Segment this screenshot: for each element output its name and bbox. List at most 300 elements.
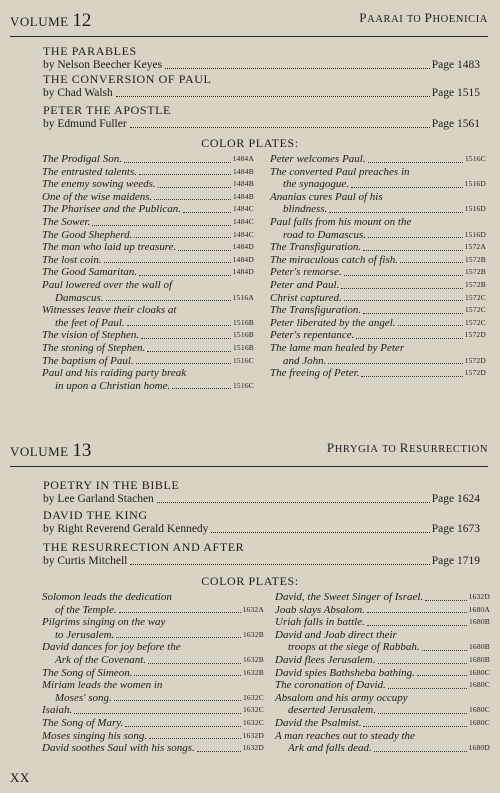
plate-caption-line xyxy=(275,679,490,692)
dot-leader xyxy=(328,363,462,364)
range-end-initial: R xyxy=(399,440,410,455)
color-plate-entry[interactable] xyxy=(42,178,254,191)
plate-caption-line xyxy=(42,704,264,717)
article-title: THE PARABLES xyxy=(43,44,137,58)
color-plate-entry[interactable] xyxy=(270,342,486,367)
plate-number: 1572B xyxy=(464,254,486,264)
dot-leader xyxy=(367,625,467,626)
plate-caption-line xyxy=(42,292,254,305)
volume-12-rule xyxy=(10,36,488,37)
plate-caption: David and Joab direct their xyxy=(275,628,397,641)
plate-caption: Miriam leads the women in xyxy=(42,679,163,692)
plate-caption-line xyxy=(270,166,486,179)
dot-leader xyxy=(417,675,467,676)
plate-caption-line xyxy=(42,254,254,267)
plate-caption: Paul falls from his mount on the xyxy=(270,215,412,228)
color-plate-entry[interactable] xyxy=(270,266,486,279)
plate-caption: David the Psalmist. xyxy=(275,716,362,729)
article-entry[interactable] xyxy=(43,103,480,131)
dot-leader xyxy=(378,663,467,664)
article-entry[interactable] xyxy=(43,72,480,100)
article-author-line xyxy=(43,522,480,536)
range-to: TO xyxy=(407,14,421,25)
plate-caption-line xyxy=(42,742,264,755)
plate-caption: deserted Jerusalem. xyxy=(288,704,376,717)
color-plate-entry[interactable] xyxy=(42,367,254,392)
color-plate-entry[interactable] xyxy=(42,229,254,242)
plate-number: 1632D xyxy=(468,592,490,601)
color-plate-entry[interactable] xyxy=(42,216,254,229)
color-plates-right-column xyxy=(275,591,490,755)
plate-caption: The baptism of Paul. xyxy=(42,354,134,367)
plate-caption-line xyxy=(42,641,264,654)
plate-number: 1632B xyxy=(242,667,264,677)
plate-caption-line xyxy=(42,692,264,705)
plate-caption: The Good Samaritan. xyxy=(42,266,138,279)
plate-caption-line xyxy=(275,616,490,629)
plate-caption-line xyxy=(42,191,254,204)
plate-caption: Damascus. xyxy=(55,291,104,304)
plate-number: 1632D xyxy=(242,743,264,753)
dot-leader xyxy=(388,688,467,689)
volume-13-header xyxy=(0,438,500,460)
plate-caption-line xyxy=(270,317,486,330)
plate-number: 1680C xyxy=(468,680,490,690)
plate-caption-line xyxy=(42,203,254,216)
volume-number: 13 xyxy=(72,440,92,461)
plate-caption-line xyxy=(42,229,254,242)
plate-caption-line xyxy=(270,367,486,380)
color-plate-entry[interactable] xyxy=(42,717,264,730)
color-plate-entry[interactable] xyxy=(42,241,254,254)
color-plate-entry[interactable] xyxy=(42,203,254,216)
plate-caption-line xyxy=(270,203,486,216)
color-plate-entry[interactable] xyxy=(42,191,254,204)
plate-caption-line xyxy=(42,266,254,279)
color-plate-entry[interactable] xyxy=(275,679,490,692)
plate-caption-line xyxy=(270,279,486,292)
volume-13-rule xyxy=(10,466,488,467)
plate-caption: Uriah falls in battle. xyxy=(275,616,365,629)
range-end-initial: P xyxy=(424,10,433,25)
plate-number: 1680C xyxy=(468,717,490,727)
plate-caption-line xyxy=(42,329,254,342)
color-plate-entry[interactable] xyxy=(270,216,486,241)
plate-caption-line xyxy=(270,329,486,342)
dot-leader xyxy=(134,237,231,238)
dot-leader xyxy=(134,675,241,676)
plate-caption: David dances for joy before the xyxy=(42,641,181,654)
plate-caption-line xyxy=(275,667,490,680)
dot-leader xyxy=(130,564,429,565)
color-plates-left-column xyxy=(42,591,264,755)
dot-leader xyxy=(374,751,467,752)
plate-caption-line xyxy=(270,266,486,279)
color-plate-entry[interactable] xyxy=(275,717,490,730)
plate-caption: the feet of Paul. xyxy=(55,316,125,329)
plate-caption: Witnesses leave their cloaks at xyxy=(42,304,177,317)
article-entry[interactable] xyxy=(43,540,480,568)
plate-caption: Christ captured. xyxy=(270,291,342,304)
range-start-rest: AARAI xyxy=(367,14,404,25)
range-end-rest: HOENICIA xyxy=(432,14,488,25)
dot-leader xyxy=(136,363,231,364)
plate-caption: Ark of the Covenant. xyxy=(55,653,147,666)
color-plate-entry[interactable] xyxy=(270,317,486,330)
article-author-line xyxy=(43,554,480,568)
plate-caption: in upon a Christian home. xyxy=(55,379,171,392)
color-plate-entry[interactable] xyxy=(42,153,254,166)
volume-12-header xyxy=(0,8,500,30)
plate-caption-line xyxy=(42,317,254,330)
plate-caption: The converted Paul preaches in xyxy=(270,165,410,178)
plate-number: 1680C xyxy=(468,667,490,677)
color-plates-heading: COLOR PLATES: xyxy=(201,574,299,588)
dot-leader xyxy=(92,225,231,226)
plate-caption-line xyxy=(42,591,264,604)
dot-leader xyxy=(104,262,231,263)
dot-leader xyxy=(74,713,241,714)
article-page: Page 1561 xyxy=(431,118,480,130)
color-plate-entry[interactable] xyxy=(42,166,254,179)
plate-number: 1572D xyxy=(464,355,486,365)
color-plate-entry[interactable] xyxy=(275,604,490,617)
plate-caption-line xyxy=(275,717,490,730)
color-plates-right-column xyxy=(270,153,486,380)
dot-leader xyxy=(154,199,231,200)
article-page: Page 1673 xyxy=(431,523,480,535)
plate-caption-line xyxy=(270,153,486,166)
dot-leader xyxy=(124,162,231,163)
volume-word: VOLUME xyxy=(10,444,69,459)
plate-number: 1632C xyxy=(242,717,264,727)
plate-caption: The vision of Stephen. xyxy=(42,329,140,342)
plate-caption-line xyxy=(42,679,264,692)
plate-caption-line xyxy=(42,178,254,191)
plate-caption: the synagogue. xyxy=(283,178,349,191)
plate-caption: Absalom and his army occupy xyxy=(275,691,408,704)
plate-number: 1516B xyxy=(232,317,254,327)
color-plate-entry[interactable] xyxy=(270,166,486,191)
plate-caption: to Jerusalem. xyxy=(55,628,115,641)
plate-caption: The stoning of Stephen. xyxy=(42,341,146,354)
dot-leader xyxy=(183,212,231,213)
color-plate-entry[interactable] xyxy=(42,667,264,680)
article-title: THE CONVERSION OF PAUL xyxy=(43,72,212,86)
dot-leader xyxy=(422,650,467,651)
plate-number: 1632C xyxy=(242,705,264,715)
dot-leader xyxy=(141,338,231,339)
plate-number: 1484D xyxy=(232,267,254,277)
dot-leader xyxy=(329,212,462,213)
color-plate-entry[interactable] xyxy=(42,342,254,355)
plate-caption-line xyxy=(42,279,254,292)
dot-leader xyxy=(341,288,463,289)
plate-number: 1632A xyxy=(242,604,264,614)
plate-number: 1516C xyxy=(464,154,486,163)
plate-caption-line xyxy=(270,304,486,317)
color-plate-entry[interactable] xyxy=(275,591,490,604)
dot-leader xyxy=(344,275,463,276)
color-plate-entry[interactable] xyxy=(42,641,264,666)
plate-caption: troops at the siege of Rabbah. xyxy=(288,641,420,654)
color-plate-entry[interactable] xyxy=(42,730,264,743)
plate-caption: The Transfiguration. xyxy=(270,304,362,317)
color-plate-entry[interactable] xyxy=(42,254,254,267)
dot-leader xyxy=(363,250,463,251)
color-plate-entry[interactable] xyxy=(270,241,486,254)
color-plates-heading: COLOR PLATES: xyxy=(201,136,299,150)
color-plate-entry[interactable] xyxy=(42,329,254,342)
color-plate-entry[interactable] xyxy=(270,367,486,380)
plate-number: 1632B xyxy=(242,654,264,664)
page-number: XX xyxy=(10,770,30,785)
dot-leader xyxy=(165,68,430,69)
plate-number: 1516C xyxy=(232,355,254,365)
plate-caption: The Transfiguration. xyxy=(270,241,362,254)
plate-caption-line xyxy=(270,191,486,204)
plate-caption-line xyxy=(42,342,254,355)
plate-caption: Paul lowered over the wall of xyxy=(42,278,173,291)
plate-number: 1516B xyxy=(232,342,254,352)
plate-number: 1516B xyxy=(232,330,254,340)
plate-number: 1484C xyxy=(232,204,254,214)
article-author-line xyxy=(43,492,480,506)
color-plate-entry[interactable] xyxy=(270,279,486,292)
plate-caption: The Prodigal Son. xyxy=(42,153,122,165)
color-plate-entry[interactable] xyxy=(42,742,264,755)
plate-number: 1516C xyxy=(232,380,254,390)
plate-caption-line xyxy=(270,355,486,368)
plate-caption: Ark and falls dead. xyxy=(288,742,372,755)
plate-number: 1680C xyxy=(468,705,490,715)
article-title: PETER THE APOSTLE xyxy=(43,103,171,117)
dot-leader xyxy=(363,313,463,314)
plate-caption: Peter's repentance. xyxy=(270,329,355,342)
color-plate-entry[interactable] xyxy=(275,730,490,755)
color-plate-entry[interactable] xyxy=(270,254,486,267)
dot-leader xyxy=(361,376,462,377)
range-start-initial: P xyxy=(326,440,335,455)
article-author-line xyxy=(43,117,480,131)
dot-leader xyxy=(127,325,231,326)
article-page: Page 1719 xyxy=(431,555,480,567)
plate-caption: The enemy sowing weeds. xyxy=(42,178,156,191)
dot-leader xyxy=(148,663,241,664)
plate-number: 1680B xyxy=(468,654,490,664)
article-author: by Edmund Fuller xyxy=(43,118,127,130)
plate-number: 1516A xyxy=(232,292,254,302)
plate-caption-line xyxy=(42,367,254,380)
plate-caption-line xyxy=(42,667,264,680)
color-plate-entry[interactable] xyxy=(275,616,490,629)
dot-leader xyxy=(106,300,231,301)
plate-caption: The entrusted talents. xyxy=(42,165,138,178)
plate-number: 1484B xyxy=(232,191,254,201)
article-page: Page 1515 xyxy=(431,87,480,99)
plate-caption: The Sower. xyxy=(42,215,91,228)
range-start-rest: HRYGIA xyxy=(334,444,379,455)
color-plate-entry[interactable] xyxy=(275,654,490,667)
plate-caption-line xyxy=(42,730,264,743)
plate-caption-line xyxy=(275,604,490,617)
plate-caption: Moses' song. xyxy=(55,691,112,704)
dot-leader xyxy=(197,751,241,752)
plate-caption: A man reaches out to steady the xyxy=(275,729,415,742)
plate-caption: Joab slays Absalom. xyxy=(275,603,365,616)
plate-caption: Peter liberated by the angel. xyxy=(270,316,396,329)
plate-caption-line xyxy=(270,241,486,254)
plate-number: 1484D xyxy=(232,254,254,264)
plate-number: 1680D xyxy=(468,743,490,753)
volume-number: 12 xyxy=(72,10,92,31)
plate-number: 1572C xyxy=(464,292,486,302)
color-plate-entry[interactable] xyxy=(42,304,254,329)
dot-leader xyxy=(211,532,429,533)
color-plate-entry[interactable] xyxy=(270,292,486,305)
color-plate-entry[interactable] xyxy=(275,629,490,654)
dot-leader xyxy=(158,187,231,188)
dot-leader xyxy=(368,237,463,238)
plate-caption: The coronation of David. xyxy=(275,679,386,692)
plate-caption-line xyxy=(275,654,490,667)
plate-caption-line xyxy=(42,604,264,617)
plate-caption: Moses singing his song. xyxy=(42,729,148,742)
plate-caption-line xyxy=(275,641,490,654)
article-title: THE RESURRECTION AND AFTER xyxy=(43,540,245,554)
color-plate-entry[interactable] xyxy=(270,153,486,166)
plate-caption: The freeing of Peter. xyxy=(270,367,360,380)
plate-caption: of the Temple. xyxy=(55,603,117,616)
article-entry[interactable] xyxy=(43,508,480,536)
article-author: by Curtis Mitchell xyxy=(43,555,128,567)
article-entry[interactable] xyxy=(43,478,480,506)
plate-number: 1632D xyxy=(242,730,264,740)
plate-caption-line xyxy=(42,166,254,179)
range-to: TO xyxy=(382,444,397,455)
plate-caption: The Song of Mary. xyxy=(42,716,124,729)
color-plate-entry[interactable] xyxy=(275,667,490,680)
plate-caption-line xyxy=(270,292,486,305)
plate-caption: Paul and his raiding party break xyxy=(42,367,187,380)
plate-caption: Pilgrims singing on the way xyxy=(42,616,166,629)
plate-number: 1572D xyxy=(464,330,486,340)
plate-caption: Ananias cures Paul of his xyxy=(270,190,383,203)
plate-caption: The miraculous catch of fish. xyxy=(270,253,399,266)
range-start-initial: P xyxy=(359,10,368,25)
plate-number: 1484A xyxy=(232,154,254,163)
plate-number: 1484C xyxy=(232,216,254,226)
article-author-line xyxy=(43,58,480,72)
article-entry[interactable] xyxy=(43,44,480,72)
volume-range xyxy=(359,10,488,26)
color-plate-entry[interactable] xyxy=(270,191,486,216)
plate-caption: The man who laid up treasure. xyxy=(42,241,177,254)
color-plate-entry[interactable] xyxy=(270,304,486,317)
article-author-line xyxy=(43,86,480,100)
volume-word: VOLUME xyxy=(10,14,69,29)
plate-number: 1632C xyxy=(242,692,264,702)
color-plate-entry[interactable] xyxy=(42,679,264,704)
color-plate-entry[interactable] xyxy=(42,266,254,279)
dot-leader xyxy=(400,262,463,263)
plate-caption-line xyxy=(42,241,254,254)
dot-leader xyxy=(425,600,466,601)
dot-leader xyxy=(125,726,241,727)
dot-leader xyxy=(356,338,462,339)
plate-caption-line xyxy=(42,629,264,642)
dot-leader xyxy=(344,300,463,301)
color-plate-entry[interactable] xyxy=(42,279,254,304)
dot-leader xyxy=(368,162,463,163)
article-page: Page 1624 xyxy=(431,493,480,505)
plate-caption: Peter's remorse. xyxy=(270,266,342,279)
plate-number: 1484D xyxy=(232,242,254,252)
color-plate-entry[interactable] xyxy=(270,329,486,342)
plate-caption-line xyxy=(275,591,490,604)
plate-caption-line xyxy=(275,692,490,705)
dot-leader xyxy=(351,187,463,188)
plate-caption: The Song of Simeon. xyxy=(42,666,133,679)
dot-leader xyxy=(363,726,467,727)
plate-number: 1632B xyxy=(242,629,264,639)
plate-caption-line xyxy=(275,742,490,755)
dot-leader xyxy=(139,174,231,175)
article-author: by Chad Walsh xyxy=(43,87,113,99)
plate-number: 1484C xyxy=(232,229,254,239)
color-plate-entry[interactable] xyxy=(275,692,490,717)
dot-leader xyxy=(157,502,430,503)
plate-number: 1680B xyxy=(468,642,490,652)
dot-leader xyxy=(119,612,241,613)
plate-number: 1516D xyxy=(464,179,486,189)
plate-caption: Solomon leads the dedication xyxy=(42,591,172,603)
plate-number: 1484B xyxy=(232,179,254,189)
article-page: Page 1483 xyxy=(431,59,480,71)
plate-caption-line xyxy=(42,304,254,317)
plate-caption: blindness. xyxy=(283,203,328,216)
dot-leader xyxy=(130,127,430,128)
plate-number: 1484B xyxy=(232,166,254,176)
plate-number: 1572A xyxy=(464,242,486,252)
dot-leader xyxy=(114,700,241,701)
dot-leader xyxy=(178,250,230,251)
color-plate-entry[interactable] xyxy=(42,704,264,717)
color-plate-entry[interactable] xyxy=(42,616,264,641)
article-title: DAVID THE KING xyxy=(43,508,148,522)
color-plate-entry[interactable] xyxy=(42,591,264,616)
plate-caption-line xyxy=(275,704,490,717)
plate-caption-line xyxy=(270,216,486,229)
plate-caption: The Good Shepherd. xyxy=(42,228,133,241)
plate-number: 1516D xyxy=(464,204,486,214)
plate-caption: road to Damascus. xyxy=(283,228,367,241)
plate-caption: Isaiah. xyxy=(42,704,73,717)
color-plate-entry[interactable] xyxy=(42,355,254,368)
plate-caption: David flees Jerusalem. xyxy=(275,653,376,666)
plate-caption-line xyxy=(270,342,486,355)
volume-range xyxy=(327,440,488,456)
plate-caption: David spies Bathsheba bathing. xyxy=(275,666,415,679)
plate-number: 1572B xyxy=(464,279,486,289)
plate-caption-line xyxy=(42,380,254,393)
plate-caption-line xyxy=(275,629,490,642)
plate-number: 1572C xyxy=(464,305,486,315)
plate-caption-line xyxy=(270,229,486,242)
range-end-rest: ESURRECTION xyxy=(409,444,488,455)
dot-leader xyxy=(139,275,231,276)
plate-caption-line xyxy=(270,178,486,191)
